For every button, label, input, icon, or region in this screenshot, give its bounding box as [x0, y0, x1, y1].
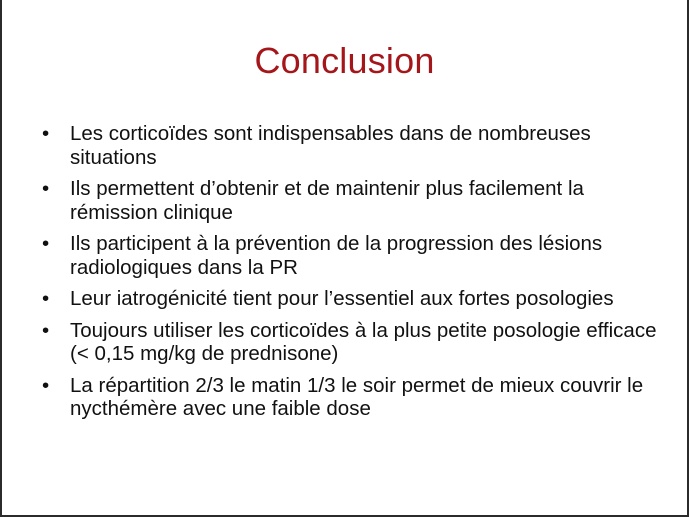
bullet-item — [42, 287, 662, 311]
bullet-list — [42, 122, 662, 429]
bullet-item — [42, 374, 662, 421]
bullet-text: Toujours utiliser les corticoïdes à la plus petite posologie efficace (< 0,15 mg/kg de prednisone) — [70, 318, 657, 365]
bullet-item — [42, 319, 662, 366]
bullet-text: Leur iatrogénicité tient pour l’essentiel aux fortes posologies — [70, 287, 614, 310]
bullet-icon: • — [42, 122, 50, 145]
bullet-item — [42, 232, 662, 279]
bullet-text: Ils participent à la prévention de la progression des lésions radiologiques dans la PR — [70, 232, 603, 279]
bullet-text: La répartition 2/3 le matin 1/3 le soir permet de mieux couvrir le nycthémère avec une faible dose — [70, 373, 644, 420]
bullet-icon: • — [42, 373, 50, 397]
slide-title: Conclusion — [254, 40, 435, 81]
bullet-icon: • — [42, 287, 50, 310]
bullet-item — [42, 177, 662, 224]
bullet-text: Ils permettent d’obtenir et de maintenir plus facilement la rémission clinique — [70, 177, 584, 224]
bullet-icon: • — [42, 177, 50, 200]
bullet-item — [42, 122, 662, 169]
bullet-icon: • — [42, 318, 50, 342]
bullet-text: Les corticoïdes sont indispensables dans de nombreuses situations — [70, 122, 591, 169]
bullet-icon: • — [42, 232, 50, 255]
